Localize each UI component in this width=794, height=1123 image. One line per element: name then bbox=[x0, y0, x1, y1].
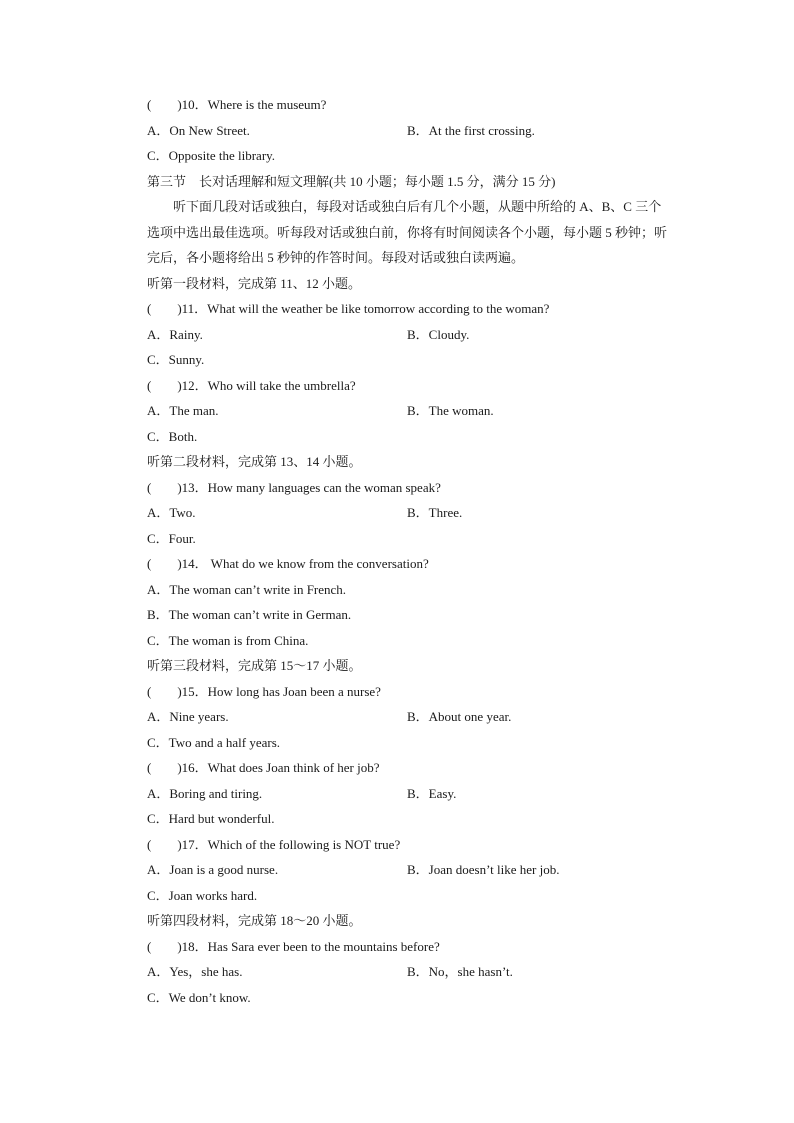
question-10: ( )10．Where is the museum? bbox=[147, 97, 327, 112]
options-row bbox=[147, 959, 667, 985]
section-heading: 第三节 长对话理解和短文理解(共 10 小题；每小题 1.5 分，满分 15 分) bbox=[147, 173, 556, 189]
option-c: C．We don’t know. bbox=[147, 989, 251, 1005]
options-row bbox=[147, 857, 667, 883]
instructions-line-1: 听下面几段对话或独白，每段对话或独白后有几个小题，从题中所给的 A、B、C 三个 bbox=[147, 199, 662, 214]
instructions-line-2: 选项中选出最佳选项。听每段对话或独白前，你将有时间阅读各个小题，每小题 5 秒钟；听 bbox=[147, 224, 668, 240]
material-heading-3: 听第三段材料，完成第 15～17 小题。 bbox=[147, 658, 362, 673]
option-c: C．The woman is from China. bbox=[147, 632, 309, 648]
option-a: A．Two. bbox=[147, 505, 196, 520]
options-row bbox=[147, 322, 667, 348]
question-18: ( )18．Has Sara ever been to the mountains before? bbox=[147, 938, 440, 954]
option-c: C．Sunny. bbox=[147, 352, 205, 367]
question-15: ( )15．How long has Joan been a nurse? bbox=[147, 683, 381, 699]
option-c: C．Two and a half years. bbox=[147, 734, 281, 750]
option-b: B．Easy. bbox=[407, 785, 457, 801]
option-a: A．The man. bbox=[147, 403, 219, 418]
option-a: A．The woman can’t write in French. bbox=[147, 581, 347, 597]
option-c: C．Joan works hard. bbox=[147, 887, 258, 903]
option-c: C．Both. bbox=[147, 428, 198, 444]
option-c: C．Hard but wonderful. bbox=[147, 811, 275, 826]
option-a: A．Rainy. bbox=[147, 326, 203, 342]
options-row bbox=[147, 704, 667, 730]
question-11: ( )11．What will the weather be like tomorrow according to the woman? bbox=[147, 301, 550, 316]
option-b: B．Joan doesn’t like her job. bbox=[407, 862, 560, 877]
option-b: B．At the first crossing. bbox=[407, 122, 535, 138]
question-14: ( )14． What do we know from the conversation? bbox=[147, 556, 429, 571]
exam-page bbox=[147, 92, 667, 1010]
option-b: B．The woman. bbox=[407, 403, 494, 418]
material-heading-1: 听第一段材料，完成第 11、12 小题。 bbox=[147, 275, 362, 291]
options-row bbox=[147, 500, 667, 526]
question-12: ( )12．Who will take the umbrella? bbox=[147, 377, 356, 393]
option-b: B．The woman can’t write in German. bbox=[147, 607, 352, 622]
material-heading-2: 听第二段材料，完成第 13、14 小题。 bbox=[147, 454, 362, 469]
option-a: A．Boring and tiring. bbox=[147, 785, 263, 801]
material-heading-4: 听第四段材料，完成第 18～20 小题。 bbox=[147, 913, 362, 928]
question-16: ( )16．What does Joan think of her job? bbox=[147, 760, 380, 775]
question-13: ( )13．How many languages can the woman speak? bbox=[147, 479, 441, 495]
options-row bbox=[147, 398, 667, 424]
option-a: A．On New Street. bbox=[147, 122, 250, 138]
instructions-line-3: 完后，各小题将给出 5 秒钟的作答时间。每段对话或独白读两遍。 bbox=[147, 250, 525, 265]
option-a: A．Yes，she has. bbox=[147, 964, 243, 979]
option-b: B．About one year. bbox=[407, 709, 512, 724]
option-c: C．Opposite the library. bbox=[147, 148, 276, 163]
option-a: A．Nine years. bbox=[147, 709, 229, 724]
option-b: B．Cloudy. bbox=[407, 326, 470, 342]
options-row bbox=[147, 781, 667, 807]
option-a: A．Joan is a good nurse. bbox=[147, 862, 279, 877]
option-c: C．Four. bbox=[147, 530, 196, 546]
question-17: ( )17．Which of the following is NOT true? bbox=[147, 836, 401, 852]
option-b: B．Three. bbox=[407, 505, 463, 520]
options-row bbox=[147, 118, 667, 144]
option-b: B．No，she hasn’t. bbox=[407, 964, 513, 979]
